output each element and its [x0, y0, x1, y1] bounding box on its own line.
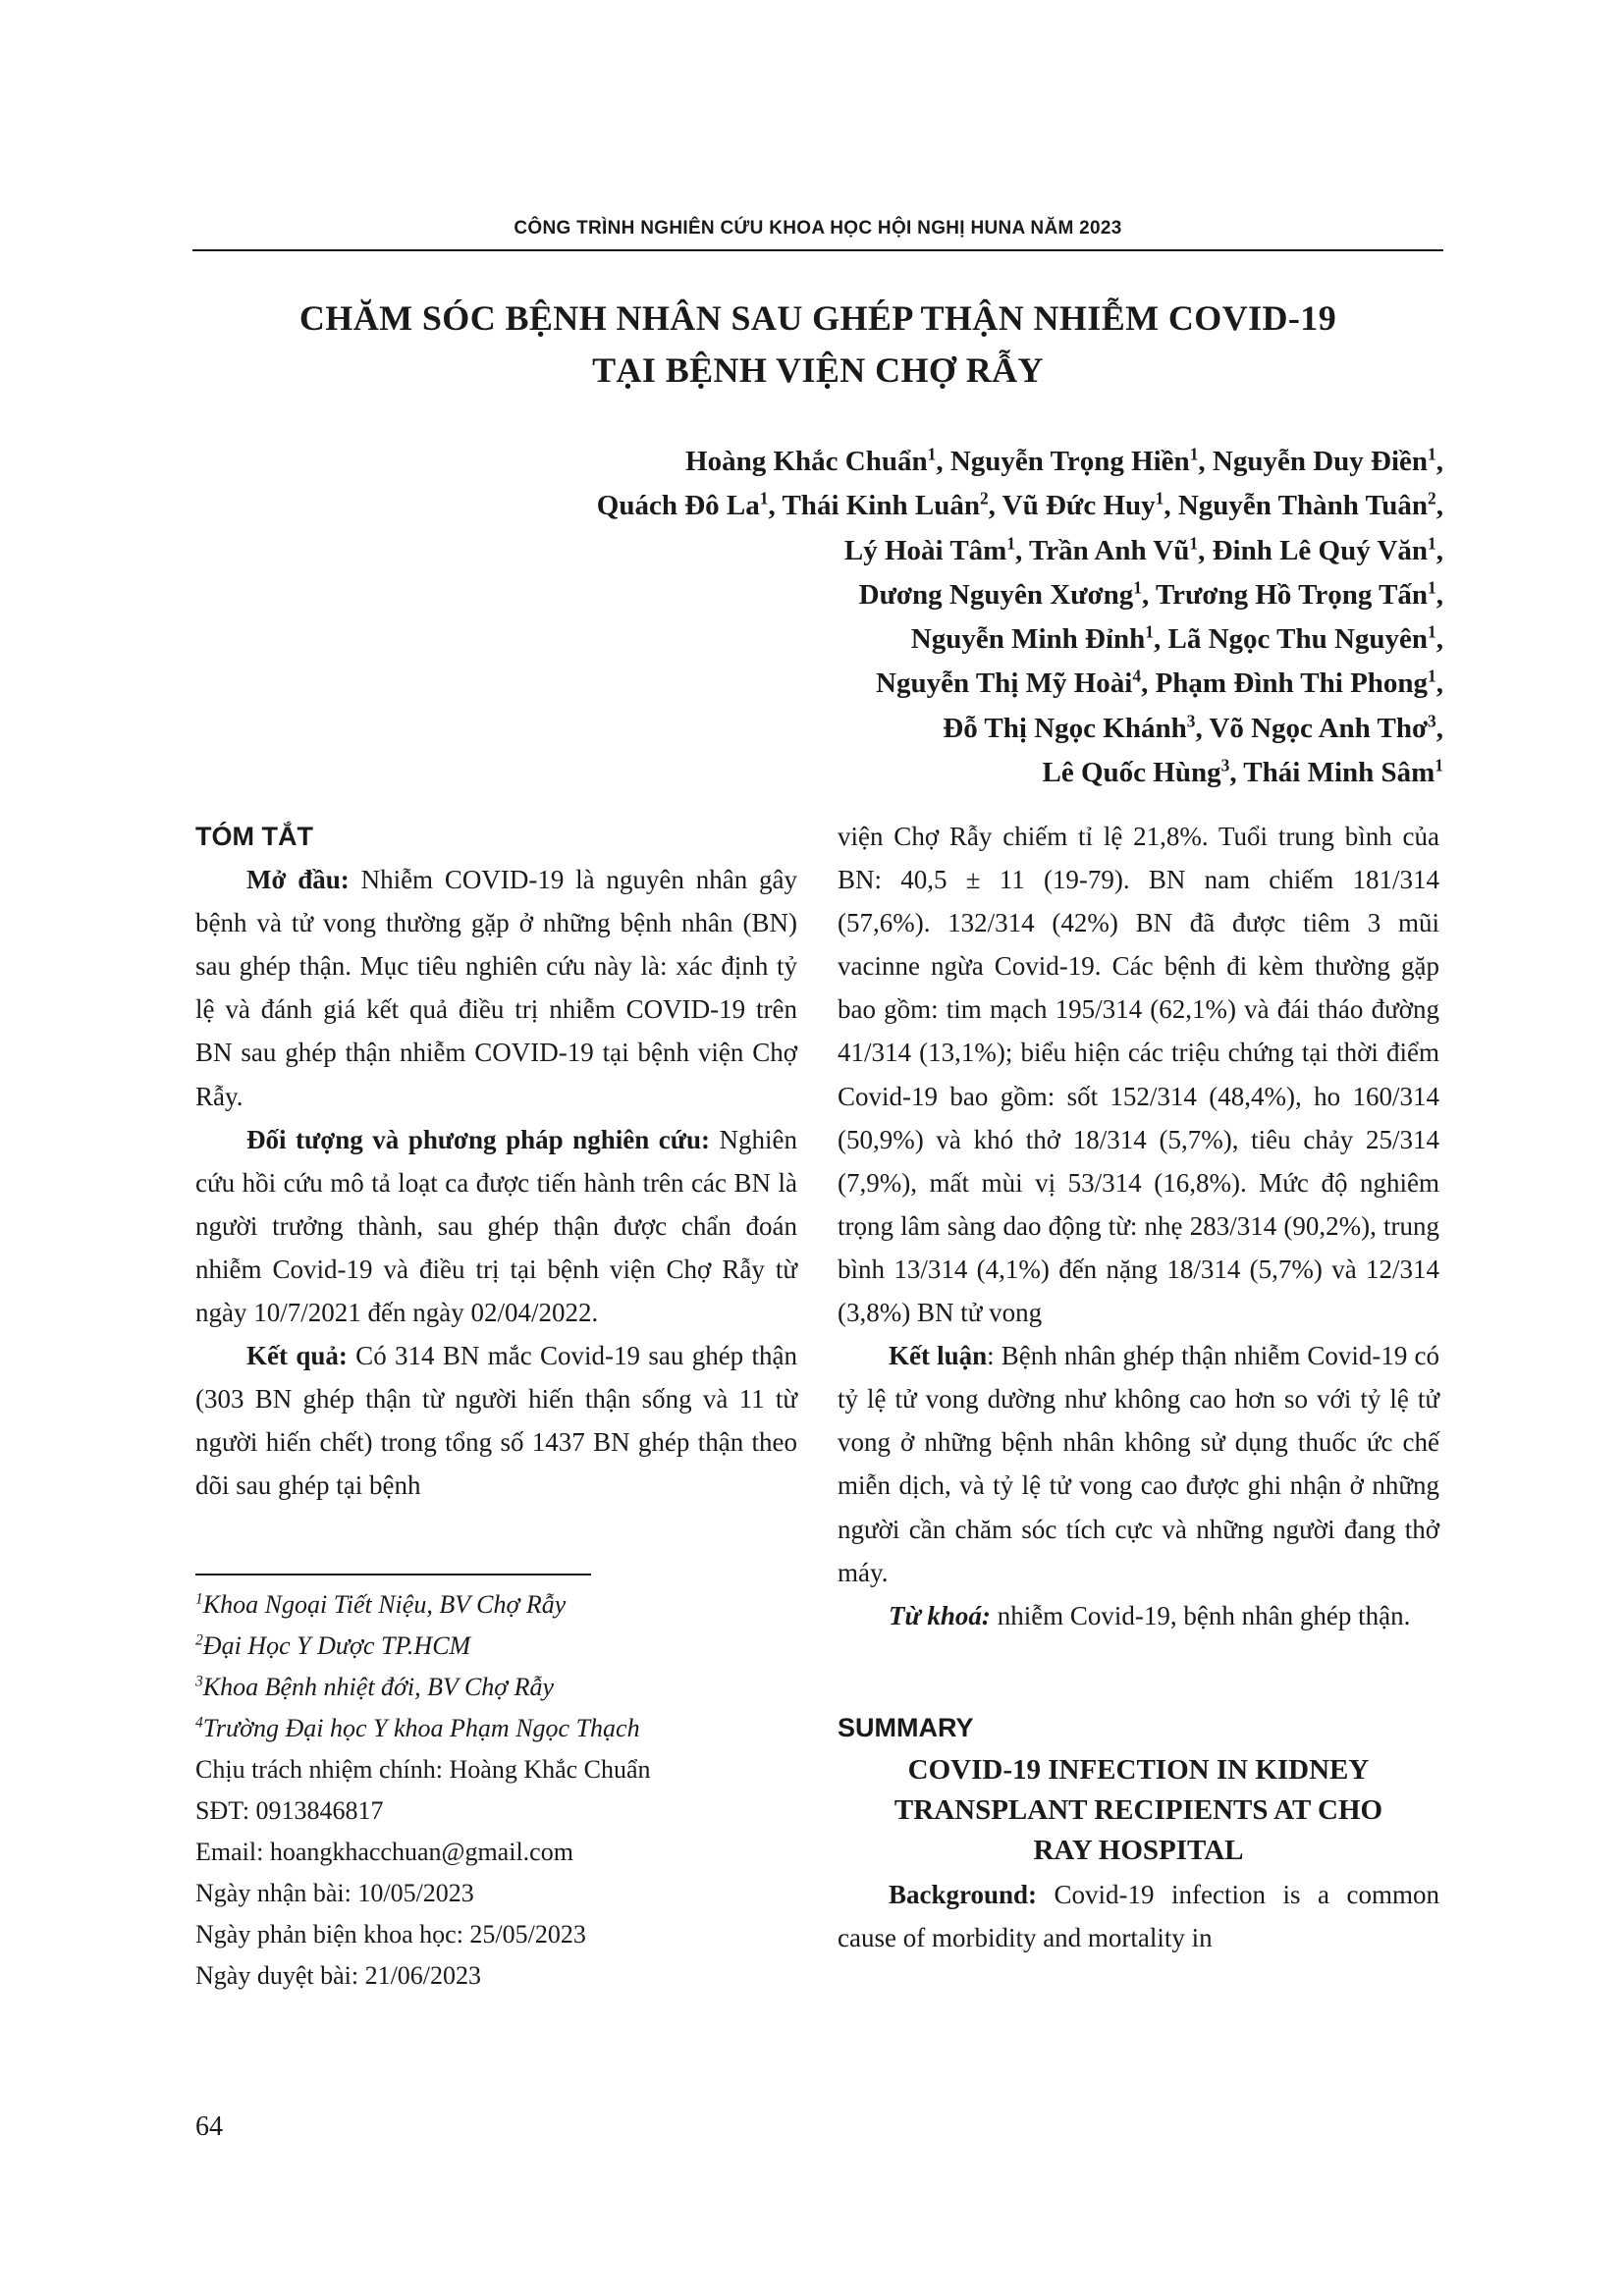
author-name: Lê Quốc Hùng: [1042, 757, 1221, 789]
abstract-right-column: [838, 815, 1439, 1637]
author-affiliation-mark: 1: [927, 444, 937, 464]
author-name: Hoàng Khắc Chuẩn: [685, 446, 928, 477]
summary-background-text: Covid-19 infection is a common cause of morbidity and mortality in: [838, 1880, 1439, 1953]
author-name: Lý Hoài Tâm: [843, 534, 1007, 566]
author-line: Đỗ Thị Ngọc Khánh$^3$, Võ Ngọc Anh Thơ$^3$,: [943, 711, 1443, 744]
footnote-rule: [195, 1574, 591, 1575]
header-rule: [192, 249, 1443, 251]
article-title-line-1: CHĂM SÓC BỆNH NHÂN SAU GHÉP THẬN NHIỄM COVID-19: [298, 298, 1337, 338]
author-name: Nguyễn Thị Mỹ Hoài: [876, 667, 1133, 700]
conclusion-paragraph: [838, 1334, 1439, 1594]
conclusion-text: : Bệnh nhân ghép thận nhiễm Covid-19 có tỷ lệ tử vong dường như không cao hơn so với tỷ lệ tử vong ở những bệnh nhân không sử dụng thuốc ức chế miễn dịch, và tỷ lệ tử vong cao được ghi nhận ở những người cần chăm sóc tích cực và những người đang thở máy.: [838, 1341, 1440, 1587]
author-affiliation-mark: 1: [1189, 532, 1199, 553]
author-affiliation-mark: 1: [1189, 444, 1199, 464]
author-affiliation-mark: 1: [1006, 532, 1016, 553]
author-affiliation-mark: 2: [979, 488, 989, 508]
author-affiliation-mark: 4: [1132, 666, 1142, 686]
summary-background-wrap: [838, 1873, 1439, 1959]
summary-title-line-2: TRANSPLANT RECIPIENTS AT CHO: [893, 1794, 1383, 1826]
author-affiliation-mark: 1: [1428, 577, 1436, 598]
keywords-text: nhiễm Covid-19, bệnh nhân ghép thận.: [990, 1600, 1411, 1630]
author-affiliation-mark: 1: [1428, 444, 1436, 464]
methods-label: Đối tượng và phương pháp nghiên cứu:: [246, 1124, 710, 1154]
author-name: Thái Minh Sâm: [1243, 757, 1435, 789]
author-affiliation-mark: 1: [1435, 755, 1443, 775]
keywords-paragraph: [838, 1594, 1439, 1637]
affiliation-4: $^4$Trường Đại học Y khoa Phạm Ngọc Thạch: [195, 1714, 640, 1742]
author-name: Lã Ngọc Thu Nguyên: [1167, 623, 1429, 656]
conclusion-label: Kết luận: [889, 1341, 988, 1371]
author-affiliation-mark: 1: [1145, 621, 1154, 642]
author-line: Dương Nguyên Xương$^1$, Trương Hồ Trọng Tấn$^1$,: [858, 577, 1443, 611]
author-affiliation-mark: 1: [1428, 532, 1436, 553]
author-name: Nguyễn Trọng Hiền: [949, 446, 1190, 477]
author-line: Lý Hoài Tâm$^1$, Trần Anh $Vũ^1$, Đinh Lê Quý Văn$^1$,: [843, 532, 1443, 566]
author-affiliation-mark: 3: [1220, 755, 1230, 775]
author-list: [597, 440, 1443, 795]
author-name: Dương Nguyên Xương: [858, 578, 1134, 611]
affiliation-1: $^1$Khoa Ngoại Tiết Niệu, BV Chợ Rẫy: [195, 1590, 567, 1619]
running-header: CÔNG TRÌNH NGHIÊN CỨU KHOA HỌC HỘI NGHỊ HUNA NĂM 2023: [514, 218, 1122, 239]
summary-title-line-3: RAY HOSPITAL: [1033, 1835, 1244, 1866]
footnotes: [195, 1584, 651, 1997]
summary-background-paragraph: [838, 1873, 1439, 1959]
corresponding-author: Chịu trách nhiệm chính: Hoàng Khắc Chuẩn: [195, 1755, 651, 1784]
author-affiliation-mark: 1: [1428, 666, 1436, 686]
author-name: Võ Ngọc Anh Thơ: [1209, 712, 1429, 744]
email-address: Email: hoangkhacchuan@gmail.com: [195, 1838, 573, 1866]
author-name: Phạm Đình Thi Phong: [1155, 667, 1429, 700]
author-name: Vũ Đức Huy: [1001, 490, 1156, 522]
results-label: Kết quả:: [246, 1341, 348, 1371]
author-affiliation-mark: 1: [759, 488, 769, 508]
keywords-label: Từ khoá:: [889, 1600, 991, 1630]
results-paragraph: [195, 1334, 797, 1507]
author-affiliation-mark: 3: [1428, 711, 1436, 731]
author-name: Nguyễn Duy Điền: [1212, 446, 1429, 477]
abstract-heading: TÓM TẮT: [195, 822, 313, 851]
affiliation-3: $^3$Khoa Bệnh nhiệt đới, BV Chợ Rẫy: [195, 1673, 555, 1701]
accepted-date: Ngày duyệt bài: 21/06/2023: [195, 1961, 482, 1990]
author-name: Quách Đô La: [596, 490, 760, 522]
author-line: Nguyễn Thị Mỹ Hoài$^4$, Phạm Đình Thi Phong$^1$,: [876, 666, 1443, 700]
background-paragraph: [195, 858, 797, 1118]
author-line: Quách Đô La$^1$, Thái Kinh Luân$^2$, Vũ Đức Huy$^1$, Nguyễn Thành Tuân$^2$,: [596, 488, 1443, 522]
author-name: Nguyễn Thành Tuân: [1177, 490, 1429, 522]
author-line: Hoàng Khắc Chuẩn$^1$, Nguyễn Trọng Hiền$^1$, Nguyễn Duy Điền$^1$,: [685, 444, 1443, 477]
author-line: Nguyễn Minh Đỉnh$^1$, Lã Ngọc Thu Nguyên$^1$,: [910, 621, 1443, 656]
author-line: Lê Quốc Hùng$^3$, Thái Minh Sâm$^1$: [1042, 755, 1443, 789]
affiliation-2: $^2$Đại Học Y Dược TP.HCM: [195, 1631, 471, 1660]
review-date: Ngày phản biện khoa học: 25/05/2023: [195, 1920, 586, 1949]
author-name: Trần Anh Vũ: [1029, 534, 1190, 566]
summary-title-line-1: COVID-19 INFECTION IN KIDNEY: [907, 1754, 1370, 1786]
author-name: Đinh Lê Quý Văn: [1212, 534, 1429, 566]
received-date: Ngày nhận bài: 10/05/2023: [195, 1879, 474, 1907]
background-label: Mở đầu:: [246, 865, 350, 895]
phone-number: SĐT: 0913846817: [195, 1796, 384, 1825]
author-name: Nguyễn Minh Đỉnh: [910, 623, 1146, 656]
author-name: Thái Kinh Luân: [782, 490, 980, 522]
article-title-line-2: TẠI BỆNH VIỆN CHỢ RẪY: [592, 350, 1044, 390]
author-name: Đỗ Thị Ngọc Khánh: [943, 712, 1187, 744]
methods-text: Nghiên cứu hồi cứu mô tả loạt ca được tiến hành trên các BN là người trưởng thành, sau ghép thận được chẩn đoán nhiễm Covid-19 và điều trị tại bệnh viện Chợ Rẫy từ ngày 10/7/2021 đến ngày 02/04/2022.: [195, 1124, 798, 1328]
summary-heading: SUMMARY: [838, 1713, 974, 1742]
author-affiliation-mark: 2: [1428, 488, 1436, 508]
author-affiliation-mark: 1: [1133, 577, 1142, 598]
results-text-left: Có 314 BN mắc Covid-19 sau ghép thận (303 BN ghép thận từ người hiến thận sống và 11 từ người hiến chết) trong tổng số 1437 BN ghép thận theo dõi sau ghép tại bệnh: [195, 1341, 797, 1501]
abstract-left-column: [195, 815, 797, 1508]
methods-paragraph: [195, 1118, 797, 1334]
page-number: 64: [195, 2111, 223, 2142]
summary-heading-wrap: [838, 1706, 1439, 1749]
summary-background-label: Background:: [889, 1880, 1038, 1909]
author-affiliation-mark: 1: [1155, 488, 1164, 508]
author-affiliation-mark: 1: [1428, 621, 1436, 642]
author-name: Trương Hồ Trọng Tấn: [1155, 578, 1429, 611]
background-text: Nhiễm COVID-19 là nguyên nhân gây bệnh và tử vong thường gặp ở những bệnh nhân (BN) sau ghép thận. Mục tiêu nghiên cứu này là: xác định tỷ lệ và đánh giá kết quả điều trị nhiễm COVID-19 trên BN sau ghép thận nhiễm COVID-19 tại bệnh viện Chợ Rẫy.: [195, 865, 797, 1111]
results-continuation: viện Chợ Rẫy chiếm tỉ lệ 21,8%. Tuổi trung bình của BN: 40,5 ± 11 (19-79). BN nam chiếm 181/314 (57,6%). 132/314 (42%) BN đã được tiêm 3 mũi vacinne ngừa Covid-19. Các bệnh đi kèm thường gặp bao gồm: tim mạch 195/314 (62,1%) và đái tháo đường 41/314 (13,1%); biểu hiện các triệu chứng tại thời điểm Covid-19 bao gồm: sốt 152/314 (48,4%), ho 160/314 (50,9%) và khó thở 18/314 (5,7%), tiêu chảy 25/314 (7,9%), mất mùi vị 53/314 (16,8%). Mức độ nghiêm trọng lâm sàng dao động từ: nhẹ 283/314 (90,2%), trung bình 13/314 (4,1%) đến nặng 18/314 (5,7%) và 12/314 (3,8%) BN tử vong: [838, 822, 1439, 1328]
author-affiliation-mark: 3: [1186, 711, 1196, 731]
